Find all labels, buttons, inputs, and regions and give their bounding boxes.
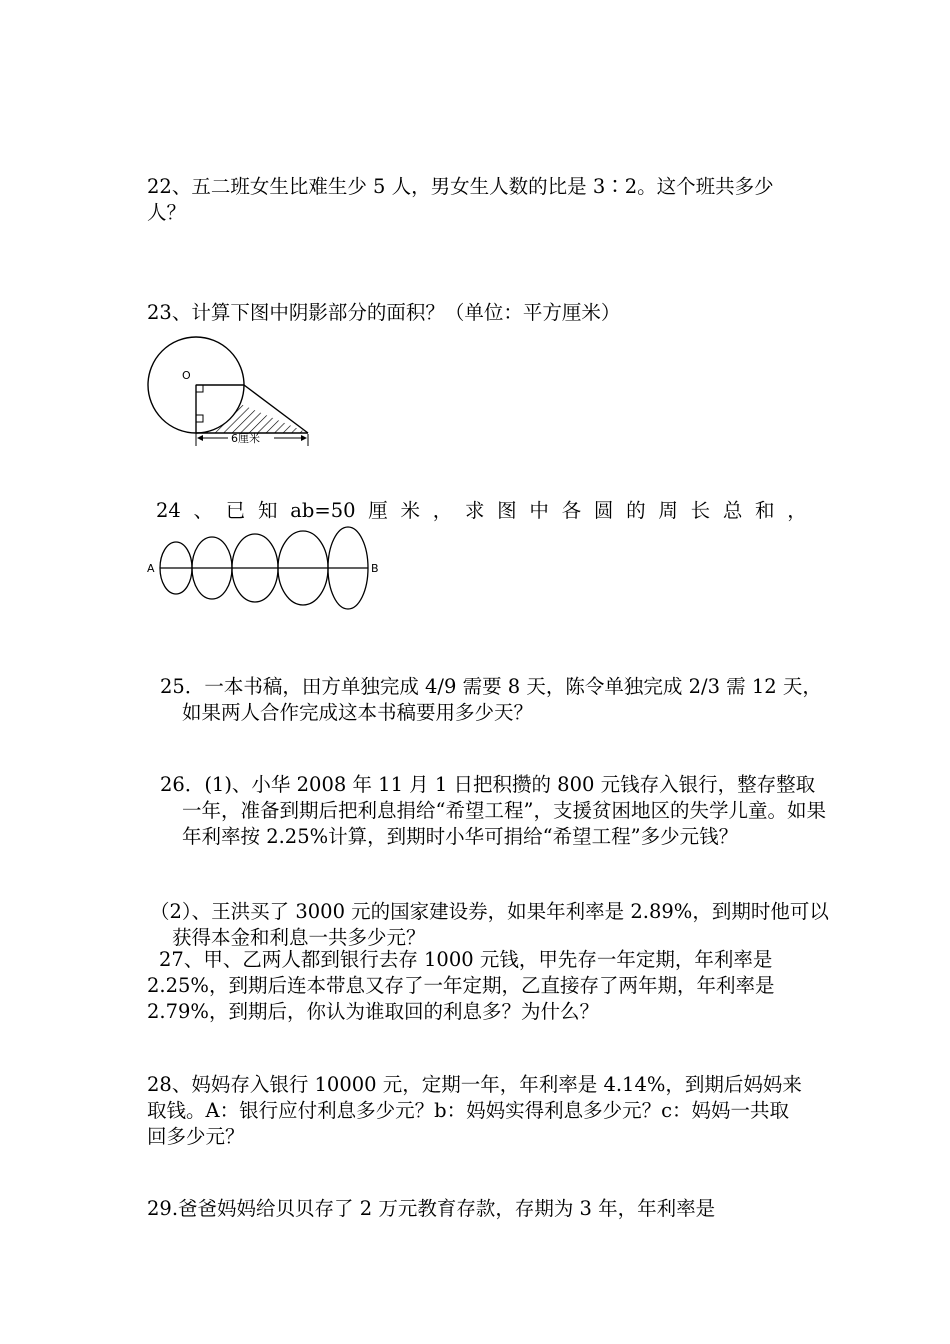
q24-token: ， xyxy=(787,499,807,522)
q24-token: 知 xyxy=(258,499,278,522)
q24-token: 中 xyxy=(529,499,549,522)
q24-label-a: A xyxy=(147,562,155,575)
q24-token: 厘 xyxy=(368,499,388,522)
q23-dimension-label: 6厘米 xyxy=(231,432,260,445)
q23-center-label: O xyxy=(182,369,191,382)
q24-token: 周 xyxy=(658,499,678,522)
question-28: 28、妈妈存入银行 10000 元，定期一年，年利率是 4.14%，到期后妈妈来取钱。A：银行应付利息多少元？b：妈妈实得利息多少元？c：妈妈一共取回多少元？ xyxy=(147,1073,802,1148)
question-27: 27、甲、乙两人都到银行去存 1000 元钱，甲先存一年定期，年利率是 2.25%，到期后连本带息又存了一年定期，乙直接存了两年期，年利率是 2.79%，到期后，你认为谁取回的利息多？为什么？ xyxy=(147,948,775,1023)
q24-token: 的 xyxy=(626,499,646,522)
q24-token: 求 xyxy=(464,499,485,522)
q24-token: 长 xyxy=(690,499,711,522)
question-24 xyxy=(156,498,807,524)
q23-shaded-region xyxy=(196,385,308,433)
question-26-part-1: 26．(1)、小华 2008 年 11 月 1 日把积攒的 800 元钱存入银行，整存整取一年，准备到期后把利息捐给“希望工程”，支援贫困地区的失学儿童。如果年利率按 2.25%计算，到期时小华可捐给“希望工程”多少元钱？ xyxy=(160,773,826,848)
q24-token: 米 xyxy=(400,499,420,522)
q23-figure xyxy=(146,332,316,450)
q24-token: ， xyxy=(432,499,453,522)
q24-token: 图 xyxy=(497,499,517,522)
q24-token: 和 xyxy=(755,499,775,522)
q24-token: 24 xyxy=(156,499,181,522)
question-23: 23、计算下图中阴影部分的面积？（单位：平方厘米） xyxy=(147,301,621,324)
q24-token: 各 xyxy=(561,499,582,522)
q24-figure xyxy=(145,526,395,610)
question-22: 22、五二班女生比难生少 5 人，男女生人数的比是 3∶2。这个班共多少人？ xyxy=(147,175,774,224)
q24-label-b: B xyxy=(371,562,379,575)
q24-token: 已 xyxy=(225,499,246,522)
question-26-part-2: （2）、王洪买了 3000 元的国家建设券，如果年利率是 2.89%，到期时他可以获得本金和利息一共多少元？ xyxy=(150,900,829,949)
q24-token: 、 xyxy=(193,499,214,522)
q24-token: 总 xyxy=(722,499,743,522)
q24-token: 圆 xyxy=(593,499,614,522)
q24-token: ab=50 xyxy=(290,499,356,522)
question-25: 25．一本书稿，田方单独完成 4/9 需要 8 天，陈令单独完成 2/3 需 12 天，如果两人合作完成这本书稿要用多少天？ xyxy=(160,675,822,724)
question-29: 29.爸爸妈妈给贝贝存了 2 万元教育存款，存期为 3 年，年利率是 xyxy=(147,1197,716,1220)
